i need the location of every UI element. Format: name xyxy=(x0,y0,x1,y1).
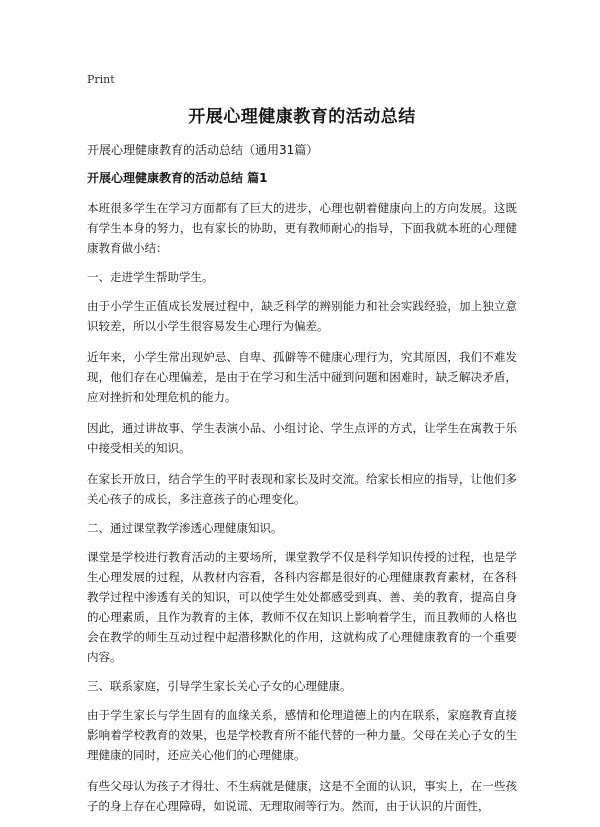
document-subtitle: 开展心理健康教育的活动总结（通用31篇） xyxy=(87,143,319,157)
point-heading-1: 一、走进学生帮助学生。 xyxy=(87,270,214,284)
paragraph: 由于小学生正值成长发展过程中，缺乏科学的辨别能力和社会实践经验，加上独立意识较差，所以小学生很容易发生心理行为偏差。 xyxy=(87,299,517,333)
paragraph-intro: 本班很多学生在学习方面都有了巨大的进步，心理也朝着健康向上的方向发展。这既有学生本身的努力，也有家长的协助，更有教师耐心的指导，下面我就本班的心理健康教育做小结： xyxy=(87,201,517,255)
point-heading-3: 三、联系家庭，引导学生家长关心子女的心理健康。 xyxy=(87,679,352,693)
page-title: 开展心理健康教育的活动总结 xyxy=(188,107,416,127)
paragraph: 因此，通过讲故事、学生表演小品、小组讨论、学生点评的方式，让学生在寓教于乐中接受相关的知识。 xyxy=(87,421,517,455)
point-heading-2: 二、通过课堂教学渗透心理健康知识。 xyxy=(87,521,283,535)
print-link[interactable]: Print xyxy=(87,73,115,86)
paragraph: 有些父母认为孩子才得壮、不生病就是健康，这是不全面的认识，事实上，在一些孩子的身上存在心理障碍，如说谎、无理取闹等行为。然而，由于认识的片面性， xyxy=(87,779,517,813)
paragraph: 近年来，小学生常出现妒忌、自卑、孤僻等不健康心理行为，究其原因，我们不难发现，他们存在心理偏差，是由于在学习和生活中碰到问题和困难时，缺乏解决矛盾，应对挫折和处理危机的能力。 xyxy=(87,350,517,404)
paragraph: 课堂是学校进行教育活动的主要场所，课堂教学不仅是科学知识传授的过程，也是学生心理发展的过程，从教材内容看，各科内容都是很好的心理健康教育素材，在各科教学过程中渗透有关的知识，可以使学生处处都感受到真、善、美的教育，提高自身的心理素质，且作为教育的主体，教师不仅在知识上影响着学生，而且教师的人格也会在教学的师生互动过程中起潜移默化的作用，这就构成了心理健康教育的一个重要内容。 xyxy=(87,550,517,664)
section-heading: 开展心理健康教育的活动总结 篇1 xyxy=(87,171,268,185)
paragraph: 在家长开放日，结合学生的平时表现和家长及时交流。给家长相应的指导，让他们多关心孩子的成长，多注意孩子的心理变化。 xyxy=(87,472,517,506)
document-page xyxy=(87,68,517,827)
paragraph: 由于学生家长与学生固有的血缘关系，感情和伦理道德上的内在联系，家庭教育直接影响着学校教育的效果，也是学校教育所不能代替的一种力量。父母在关心子女的生理健康的同时，还应关心他们的心理健康。 xyxy=(87,708,517,762)
